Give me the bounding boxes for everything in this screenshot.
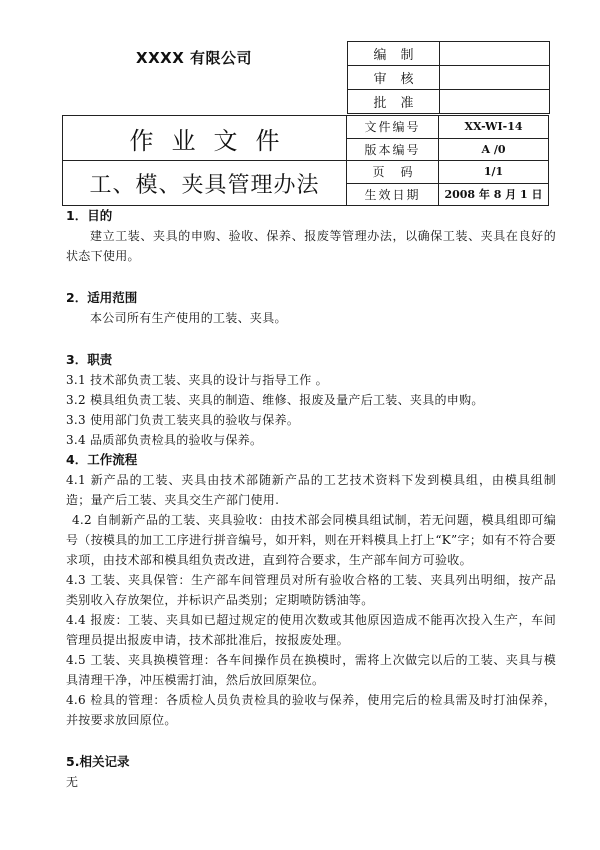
duty-item: 3.4 品质部负责检具的验收与保养。 — [66, 433, 263, 447]
meta-label: 文件编号 — [347, 116, 439, 139]
meta-value: 1/1 — [439, 161, 549, 184]
meta-value: 2008 年 8 月 1 日 — [439, 183, 549, 206]
meta-value: XX-WI-14 — [439, 116, 549, 139]
section-heading: 3．职责 — [66, 352, 113, 367]
approval-value — [440, 42, 550, 66]
company-name: XXXX 有限公司 — [136, 49, 252, 67]
meta-label: 页码 — [347, 161, 439, 184]
workflow-item: 4.5 工装、夹具换模管理：各车间操作员在换模时，需将上次做完以后的工装、夹具与模具清理干净，冲压模需打油，然后放回原架位。 — [66, 653, 556, 687]
meta-value: A /0 — [439, 138, 549, 161]
records-text: 无 — [66, 775, 79, 789]
approval-value — [440, 66, 550, 90]
workflow-item: 4.4 报废：工装、夹具如已超过规定的使用次数或其他原因造成不能再次投入生产，车间管理员提出报废申请，技术部批准后，按报废处理。 — [66, 613, 556, 647]
duty-item: 3.3 使用部门负责工装夹具的验收与保养。 — [66, 413, 300, 427]
document-body — [66, 206, 556, 792]
section-heading: 2．适用范围 — [66, 290, 138, 305]
approval-label: 批准 — [348, 90, 440, 114]
purpose-text: 建立工装、夹具的申购、验收、保养、报废等管理办法，以确保工装、夹具在良好的状态下使用。 — [66, 229, 556, 263]
approval-table — [347, 41, 550, 114]
approval-row — [348, 66, 550, 90]
scope-text: 本公司所有生产使用的工装、夹具。 — [90, 311, 287, 325]
workflow-item: 4.6 检具的管理：各质检人员负责检具的验收与保养，使用完后的检具需及时打油保养，并按要求放回原位。 — [66, 693, 556, 727]
approval-value — [440, 90, 550, 114]
approval-label: 编制 — [348, 42, 440, 66]
meta-label: 版本编号 — [347, 138, 439, 161]
info-row — [63, 116, 549, 139]
section-heading: 5.相关记录 — [66, 754, 130, 769]
approval-label: 审核 — [348, 66, 440, 90]
doc-title: 工、模、夹具管理办法 — [63, 161, 347, 206]
info-row — [63, 161, 549, 184]
meta-label: 生效日期 — [347, 183, 439, 206]
approval-row — [348, 42, 550, 66]
workflow-item: 4.1 新产品的工装、夹具由技术部随新产品的工艺技术资料下发到模具组，由模具组制造；量产后工装、夹具交生产部门使用. — [66, 473, 556, 507]
document-info-table — [62, 115, 549, 206]
section-heading: 1．目的 — [66, 208, 113, 223]
duty-item: 3.1 技术部负责工装、夹具的设计与指导工作 。 — [66, 373, 328, 387]
workflow-item: 4.2 自制新产品的工装、夹具验收：由技术部会同模具组试制，若无问题，模具组即可编号（按模具的加工工序进行拼音编号，如开料，则在开料模具上打上“K”字；如有不符合要求项，由技术部和模具组负责改进，直到符合要求，生产部车间方可验收。 — [66, 513, 556, 567]
section-heading: 4．工作流程 — [66, 452, 138, 467]
doc-type: 作业文件 — [63, 116, 347, 161]
duty-item: 3.2 模具组负责工装、夹具的制造、维修、报废及量产后工装、夹具的申购。 — [66, 393, 484, 407]
workflow-item: 4.3 工装、夹具保管：生产部车间管理员对所有验收合格的工装、夹具列出明细，按产品类别收入存放架位，并标识产品类别；定期喷防锈油等。 — [66, 573, 556, 607]
approval-row — [348, 90, 550, 114]
